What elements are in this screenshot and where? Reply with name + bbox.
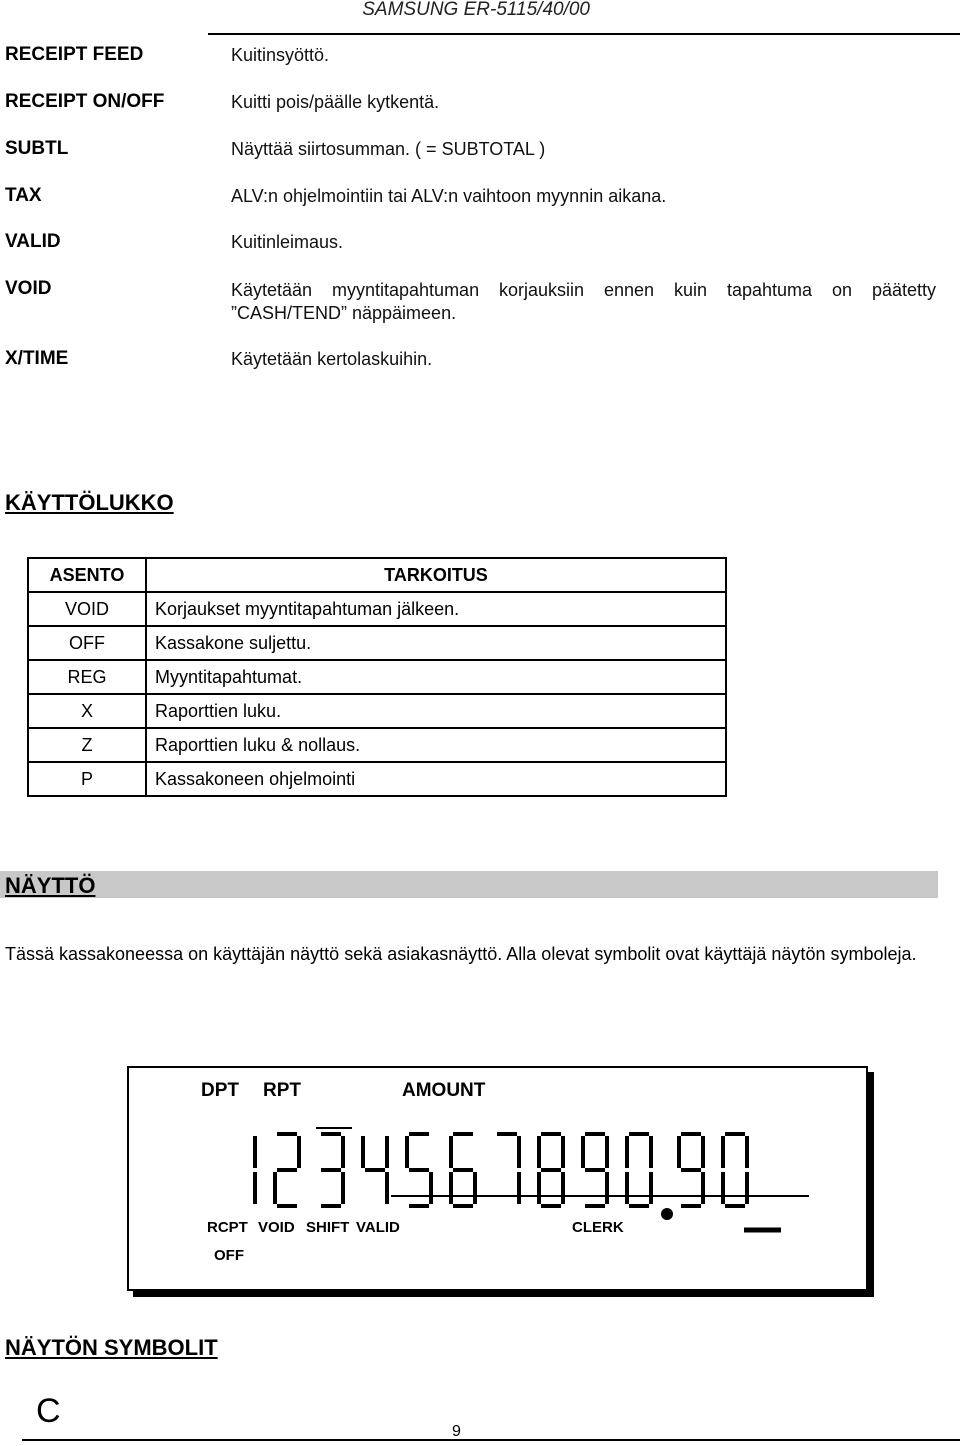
void-symbol: VOID — [258, 1219, 295, 1236]
table-row — [28, 660, 726, 694]
row-position: X — [28, 694, 146, 728]
digit-segment — [629, 1204, 649, 1208]
digit-segment — [341, 1136, 345, 1168]
row-purpose: Raporttien luku & nollaus. — [146, 728, 726, 762]
row-position: OFF — [28, 626, 146, 660]
desc-void: Käytetään myyntitapahtuman korjauksiin ennen kuin tapahtuma on päätetty ”CASH/TEND” näppäimeen. — [231, 280, 936, 323]
table-row — [28, 728, 726, 762]
digit-segment — [405, 1136, 409, 1168]
document-header-title: SAMSUNG ER-5115/40/00 — [362, 0, 590, 20]
digit-segment — [429, 1172, 433, 1204]
key-receipt-feed: RECEIPT FEED — [5, 44, 144, 65]
footer-rule — [22, 1439, 960, 1441]
keylock-heading: KÄYTTÖLUKKO — [5, 490, 174, 515]
digit-segment — [321, 1204, 341, 1208]
row-position: Z — [28, 728, 146, 762]
digit-segment — [541, 1168, 561, 1172]
digit-segment — [449, 1136, 453, 1168]
digit-segment — [681, 1204, 701, 1208]
digit-segment — [701, 1172, 705, 1204]
digit-segment — [625, 1136, 629, 1168]
off-symbol: OFF — [214, 1247, 244, 1264]
valid-symbol: VALID — [356, 1219, 400, 1236]
digit-segment — [585, 1168, 605, 1172]
digit-segment — [629, 1132, 649, 1136]
row-purpose: Korjaukset myyntitapahtuman jälkeen. — [146, 592, 726, 626]
clerk-symbol: CLERK — [572, 1219, 624, 1236]
digit-segment — [585, 1204, 605, 1208]
col-header-position: ASENTO — [28, 558, 146, 592]
digit-segment — [681, 1132, 701, 1136]
digit-segment — [541, 1204, 561, 1208]
digit-segment — [453, 1132, 473, 1136]
digit-segment — [253, 1136, 257, 1168]
operator-display-diagram — [127, 1066, 868, 1291]
row-position: REG — [28, 660, 146, 694]
row-position: VOID — [28, 592, 146, 626]
display-symbols-heading: NÄYTÖN SYMBOLIT — [5, 1335, 218, 1360]
key-valid: VALID — [5, 231, 61, 252]
symbol-c: C — [36, 1392, 61, 1430]
table-row — [28, 626, 726, 660]
row-purpose: Raporttien luku. — [146, 694, 726, 728]
digit-segment — [409, 1204, 429, 1208]
digit-segment — [321, 1132, 341, 1136]
row-purpose: Kassakone suljettu. — [146, 626, 726, 660]
page-number: 9 — [452, 1423, 461, 1440]
digit-segment — [681, 1168, 701, 1172]
digit-segment — [385, 1136, 389, 1168]
digit-segment — [409, 1132, 429, 1136]
digit-segment — [581, 1136, 585, 1168]
rcpt-symbol: RCPT — [207, 1219, 248, 1236]
digit-segment — [605, 1172, 609, 1204]
key-receipt-onoff: RECEIPT ON/OFF — [5, 91, 165, 112]
desc-receipt-onoff: Kuitti pois/päälle kytkentä. — [231, 92, 440, 112]
digit-segment — [561, 1136, 565, 1168]
table-row — [28, 694, 726, 728]
row-purpose: Myyntitapahtumat. — [146, 660, 726, 694]
row-position: P — [28, 762, 146, 796]
desc-subtl: Näyttää siirtosumman. ( = SUBTOTAL ) — [231, 139, 546, 159]
digit-segment — [449, 1172, 453, 1204]
digit-segment — [365, 1168, 385, 1172]
row-purpose: Kassakoneen ohjelmointi — [146, 762, 726, 796]
digit-segment — [585, 1132, 605, 1136]
digit-segment — [277, 1168, 297, 1172]
digit-segment — [497, 1132, 517, 1136]
digit-segment — [277, 1204, 297, 1208]
dpt-label: DPT — [201, 1080, 239, 1101]
digit-segment — [701, 1136, 705, 1168]
decimal-point — [661, 1208, 673, 1220]
digit-segment — [453, 1204, 473, 1208]
digit-segment — [341, 1172, 345, 1204]
col-header-purpose: TARKOITUS — [146, 558, 726, 592]
digit-segment — [253, 1172, 257, 1204]
digit-segment — [537, 1172, 541, 1204]
rpt-label: RPT — [263, 1080, 301, 1101]
digit-segment — [725, 1204, 745, 1208]
key-void: VOID — [5, 278, 52, 299]
desc-tax: ALV:n ohjelmointiin tai ALV:n vaihtoon myynnin aikana. — [231, 186, 667, 206]
display-description: Tässä kassakoneessa on käyttäjän näyttö sekä asiakasnäyttö. Alla olevat symbolit ovat käyttäjä näytön symboleja. — [5, 944, 917, 964]
table-header-row — [28, 558, 726, 592]
digit-segment — [649, 1136, 653, 1168]
digit-segment — [361, 1136, 365, 1168]
keylock-table — [27, 557, 727, 797]
digit-segment — [385, 1172, 389, 1204]
digit-segment — [277, 1132, 297, 1136]
key-subtl: SUBTL — [5, 138, 69, 159]
digit-segment — [625, 1172, 629, 1204]
digit-segment — [745, 1136, 749, 1168]
digit-segment — [745, 1172, 749, 1204]
digit-segment — [537, 1136, 541, 1168]
digit-segment — [677, 1136, 681, 1168]
digit-segment — [517, 1172, 521, 1204]
amount-label: AMOUNT — [402, 1080, 486, 1101]
table-row — [28, 592, 726, 626]
display-heading: NÄYTTÖ — [5, 873, 96, 898]
digit-segment — [273, 1172, 277, 1204]
digit-segment — [605, 1136, 609, 1168]
shift-symbol: SHIFT — [306, 1219, 350, 1236]
section-band — [0, 871, 938, 898]
digit-segment — [473, 1172, 477, 1204]
table-row — [28, 762, 726, 796]
digit-segment — [725, 1132, 745, 1136]
digit-segment — [541, 1132, 561, 1136]
digit-segment — [321, 1168, 341, 1172]
digit-segment — [649, 1172, 653, 1204]
digit-segment — [409, 1168, 429, 1172]
digit-segment — [561, 1172, 565, 1204]
desc-valid: Kuitinleimaus. — [231, 232, 344, 252]
digit-segment — [721, 1136, 725, 1168]
digit-segment — [721, 1172, 725, 1204]
key-tax: TAX — [5, 185, 42, 206]
digit-segment — [297, 1136, 301, 1168]
digit-segment — [517, 1136, 521, 1168]
digit-segment — [453, 1168, 473, 1172]
desc-xtime: Käytetään kertolaskuihin. — [231, 349, 433, 369]
key-xtime: X/TIME — [5, 348, 69, 369]
header-rule — [208, 33, 960, 35]
desc-receipt-feed: Kuitinsyöttö. — [231, 45, 330, 65]
